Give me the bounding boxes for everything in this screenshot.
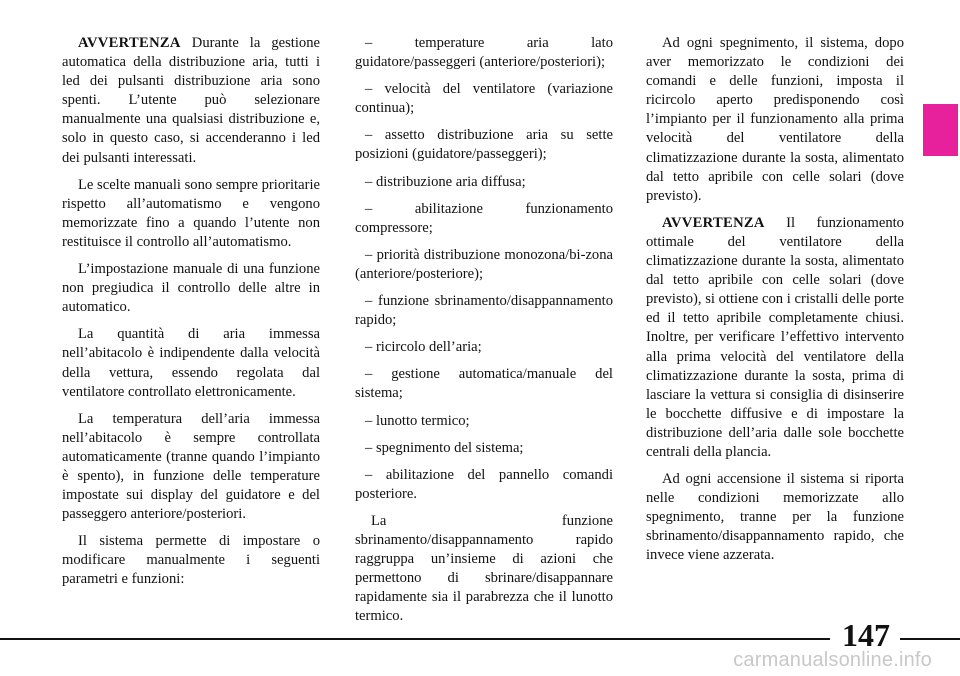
paragraph: Le scelte manuali sono sempre prioritarie rispetto all’automatismo e vengono memorizzate fino a quando l’utente non restituisce il controllo all’automatismo. xyxy=(62,176,320,250)
text-column-1 xyxy=(62,34,320,598)
footer-rule-right xyxy=(900,638,960,640)
paragraph: Il sistema permette di impostare o modificare manualmente i seguenti parametri e funzioni: xyxy=(62,533,320,588)
paragraph: La temperatura dell’aria immessa nell’abitacolo è sempre controllata automaticamente (tranne quando l’impianto è spento), in funzione delle temperature impostate sui display del guidatore e del passeggero anteriore/posteriori. xyxy=(62,410,320,523)
page-number: 147 xyxy=(842,617,890,653)
list-item: – assetto distribuzione aria su sette posizioni (guidatore/passeggeri); xyxy=(355,127,613,163)
warning-label: AVVERTENZA xyxy=(78,35,181,51)
text-column-3 xyxy=(646,34,904,574)
warning-paragraph-1 xyxy=(62,34,320,168)
watermark: carmanualsonline.info xyxy=(733,649,932,671)
list-item: – distribuzione aria diffusa; xyxy=(365,173,526,190)
list-item: – priorità distribuzione monozona/bi-zona (anteriore/posteriore); xyxy=(355,246,613,282)
list-item: – abilitazione funzionamento compressore; xyxy=(355,200,613,236)
footer-rule-left xyxy=(0,638,830,640)
warning-label: AVVERTENZA xyxy=(662,214,765,231)
paragraph: La quantità di aria immessa nell’abitacolo è indipendente dalla velocità della vettura, essendo regolata dal ventilatore controllato elettronicamente. xyxy=(62,326,320,400)
warning-text: Il funzionamento ottimale del ventilatore della climatizzazione durante la sosta, alimentato dal tetto apribile con celle solari (dove previsto), si ottiene con i cristalli delle porte ed il tetto apribile completamente chiusi. Inoltre, per verificare l’effettivo intervento alla prima velocità del ventilatore della climatizzazione durante la sosta, prima di lasciare la vettura si consiglia di disinserire le bocchette diffusive e di impostare la distribuzione dell’aria dalle sole bocchette centrali della plancia. xyxy=(646,214,904,460)
list-item: – ricircolo dell’aria; xyxy=(365,339,482,356)
paragraph: Ad ogni accensione il sistema si riporta nelle condizioni memorizzate allo spegnimento, tranne per la funzione sbrinamento/disappannamento rapido, che invece viene azzerata. xyxy=(646,471,904,564)
list-item: – abilitazione del pannello comandi posteriore. xyxy=(355,466,613,502)
section-tab-marker xyxy=(923,104,958,156)
list-item: – spegnimento del sistema; xyxy=(365,439,524,456)
list-item: – funzione sbrinamento/disappannamento rapido; xyxy=(355,293,613,329)
list-item: – gestione automatica/manuale del sistema; xyxy=(355,366,613,402)
paragraph: La funzione sbrinamento/disappannamento rapido raggruppa un’insieme di azioni che permettono di sbrinare/disappannare rapidamente sia il parabrezza che il lunotto termico. xyxy=(355,512,613,625)
list-item: – velocità del ventilatore (variazione continua); xyxy=(355,81,613,117)
list-item: – temperature aria lato guidatore/passeggeri (anteriore/posteriori); xyxy=(355,35,613,71)
paragraph: L’impostazione manuale di una funzione non pregiudica il controllo delle altre in automatico. xyxy=(62,261,320,316)
paragraph: Ad ogni spegnimento, il sistema, dopo aver memorizzato le condizioni dei comandi e delle funzioni, imposta il ricircolo aperto predisponendo così l’impianto per il funzionamento alla prima velocità del ventilatore della climatizzazione durante la sosta, alimentato dal tetto apribile con celle solari (dove previsto). xyxy=(646,35,904,204)
warning-text: Durante la gestione automatica della distribuzione aria, tutti i led dei pulsanti distribuzione aria sono spenti. L’utente può selezionare manualmente una qualsiasi distribuzione e, solo in questo caso, si accenderanno i led dei pulsanti interessati. xyxy=(62,35,320,166)
warning-paragraph-2 xyxy=(646,214,904,462)
text-column-2 xyxy=(355,34,613,634)
list-item: – lunotto termico; xyxy=(365,412,470,429)
